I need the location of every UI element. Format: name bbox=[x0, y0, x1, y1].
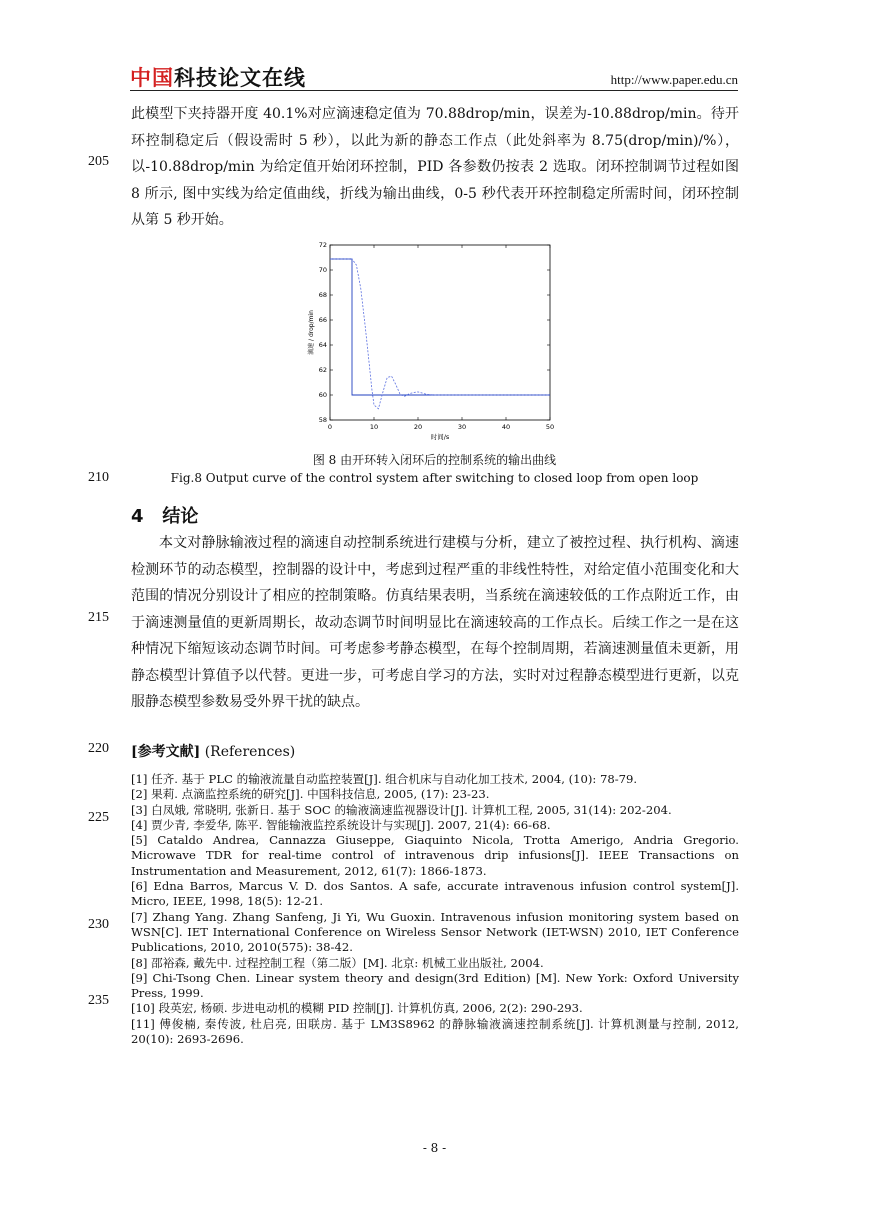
y-tick-label: 64 bbox=[318, 341, 327, 350]
y-tick-label: 66 bbox=[318, 316, 327, 325]
reference-item: [5] Cataldo Andrea, Cannazza Giuseppe, Giaquinto Nicola, Trotta Amerigo, Andria Gregorio. Microwave TDR for real-time control of intravenous drip infusions[J]. IEEE Transactions on Instrumentation and Measurement, 2012, 61(7): 1866-1873. bbox=[131, 833, 739, 878]
x-tick-label: 0 bbox=[327, 423, 333, 431]
reference-item: [7] Zhang Yang. Zhang Sanfeng, Ji Yi, Wu Guoxin. Intravenous infusion monitoring system based on WSN[C]. IET International Conference on Wireless Sensor Network (IET-WSN) 2010, IET Conference Publications, 2010, 2010(575): 38-42. bbox=[131, 909, 739, 955]
chart-svg bbox=[300, 236, 560, 444]
header-rule bbox=[130, 90, 738, 91]
reference-item: [8] 邵裕森, 戴先中. 过程控制工程（第二版）[M]. 北京: 机械工业出版社, 2004. bbox=[131, 955, 544, 970]
section-heading bbox=[131, 502, 198, 528]
y-tick-label: 70 bbox=[318, 266, 327, 275]
y-tick-label: 60 bbox=[318, 391, 327, 400]
header-url[interactable]: http://www.paper.edu.cn bbox=[610, 72, 738, 87]
reference-item: [1] 任齐. 基于 PLC 的输液流量自动监控装置[J]. 组合机床与自动化加工技术, 2004, (10): 78-79. bbox=[131, 772, 638, 786]
y-tick-label: 58 bbox=[318, 416, 327, 425]
line-number: 210 bbox=[88, 470, 109, 485]
reference-item: [11] 傅俊楠, 秦传波, 杜启亮, 田联房. 基于 LM3S8962 的静脉输液滴速控制系统[J]. 计算机测量与控制, 2012, 20(10): 2693-2696. bbox=[131, 1016, 739, 1047]
line-number: 225 bbox=[88, 810, 109, 825]
x-tick-label: 40 bbox=[501, 423, 511, 431]
y-tick-label: 62 bbox=[318, 366, 327, 375]
x-axis-label: 时间/s bbox=[430, 433, 450, 441]
reference-item: [3] 白凤娥, 常晓明, 张新日. 基于 SOC 的输液滴速监视器设计[J]. 计算机工程, 2005, 31(14): 202-204. bbox=[131, 802, 672, 817]
y-axis-label: 滴速 / drop/min bbox=[308, 310, 315, 355]
section-title: 结论 bbox=[162, 506, 199, 527]
plot-frame bbox=[330, 245, 550, 420]
line-number: 230 bbox=[88, 917, 109, 932]
x-tick-label: 30 bbox=[457, 423, 467, 431]
output-curve bbox=[330, 259, 550, 409]
reference-item: [2] 果莉. 点滴监控系统的研究[J]. 中国科技信息, 2005, (17): 23-23. bbox=[131, 787, 490, 802]
figure-8-chart bbox=[300, 236, 560, 444]
page-number: - 8 - bbox=[422, 1141, 447, 1155]
conclusion-paragraph: 本文对静脉输液过程的滴速自动控制系统进行建模与分析，建立了被控过程、执行机构、滴速检测环节的动态模型，控制器的设计中，考虑到过程严重的非线性特性，对给定值小范围变化和大范围的情况分别设计了相应的控制策略。仿真结果表明，当系统在滴速较低的工作点附近工作，由于滴速测量值的更新周期长，故动态调节时间明显比在滴速较高的工作点长。后续工作之一是在这种情况下缩短该动态调节时间。可考虑参考静态模型，在每个控制周期，若滴速测量值未更新，用静态模型计算值予以代替。更进一步，可考虑自学习的方法，实时对过程静态模型进行更新，以克服静态模型参数易受外界干扰的缺点。 bbox=[131, 535, 739, 710]
reference-item: [6] Edna Barros, Marcus V. D. dos Santos. A safe, accurate intravenous infusion control system[J]. Micro, IEEE, 1998, 18(5): 12-21. bbox=[131, 879, 739, 909]
reference-item: [4] 贾少青, 李爱华, 陈平. 智能输液监控系统设计与实现[J]. 2007, 21(4): 66-68. bbox=[131, 817, 551, 832]
reference-item: [10] 段英宏, 杨硕. 步进电动机的模糊 PID 控制[J]. 计算机仿真, 2006, 2(2): 290-293. bbox=[131, 1001, 583, 1016]
intro-paragraph: 此模型下夹持器开度 40.1%对应滴速稳定值为 70.88drop/min，误差为-10.88drop/min。待开环控制稳定后（假设需时 5 秒），以此为新的静态工作点（此处斜率为 8.75(drop/min)/%），以-10.88drop/min 为给定值开始闭环控制，PID 各参数仍按表 2 选取。闭环控制调节过程如图 8 所示, 图中实线为给定值曲线，折线为输出曲线，0-5 秒代表开环控制稳定所需时间，闭环控制从第 5 秒开始。 bbox=[131, 106, 739, 228]
line-number: 205 bbox=[88, 154, 109, 169]
y-tick-label: 68 bbox=[318, 291, 327, 300]
x-tick-label: 10 bbox=[369, 423, 379, 431]
references-heading: [参考文献] (References) bbox=[131, 744, 296, 760]
figure-caption-en: Fig.8 Output curve of the control system after switching to closed loop from open loop bbox=[170, 471, 699, 485]
y-tick-label: 72 bbox=[318, 241, 327, 250]
x-tick-label: 20 bbox=[413, 423, 423, 431]
figure-caption-cn: 图 8 由开环转入闭环后的控制系统的输出曲线 bbox=[312, 453, 557, 467]
reference-item: [9] Chi-Tsong Chen. Linear system theory and design(3rd Edition) [M]. New York: Oxford University Press, 1999. bbox=[131, 970, 739, 1001]
reference-list bbox=[131, 772, 739, 1047]
line-number: 220 bbox=[88, 741, 109, 756]
line-number: 215 bbox=[88, 610, 109, 625]
setpoint-curve bbox=[330, 259, 550, 395]
line-number: 235 bbox=[88, 993, 109, 1008]
x-tick-label: 50 bbox=[545, 423, 555, 431]
journal-logo: 中国科技论文在线 bbox=[130, 66, 306, 90]
section-number: 4 bbox=[131, 506, 144, 527]
